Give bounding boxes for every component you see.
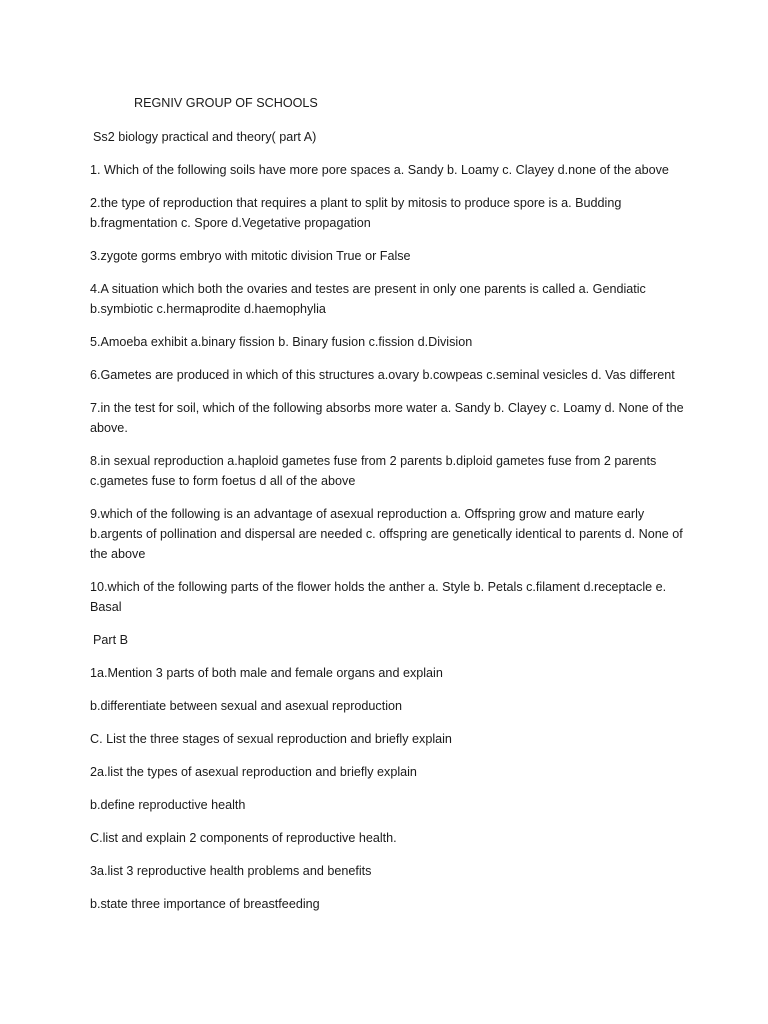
school-title: REGNIV GROUP OF SCHOOLS bbox=[134, 96, 318, 110]
exam-subtitle: Ss2 biology practical and theory( part A) bbox=[93, 130, 317, 144]
question-a4: 4.A situation which both the ovaries and testes are present in only one parents is called a. Gendiatic b.symbiotic c.hermaprodite d.haemophylia bbox=[90, 282, 646, 316]
question-a8: 8.in sexual reproduction a.haploid gametes fuse from 2 parents b.diploid gametes fuse from 2 parents c.gametes fuse to form foetus d all of the above bbox=[90, 454, 657, 488]
question-b1b: b.differentiate between sexual and asexual reproduction bbox=[90, 699, 403, 713]
document-page bbox=[90, 93, 690, 927]
question-b3b: b.state three importance of breastfeeding bbox=[90, 897, 320, 911]
question-b1a: 1a.Mention 3 parts of both male and female organs and explain bbox=[90, 666, 443, 680]
question-a9: 9.which of the following is an advantage of asexual reproduction a. Offspring grow and mature early b.argents of pollination and dispersal are needed c. offspring are genetically identical to parents d. None of the above bbox=[90, 507, 683, 561]
question-a2: 2.the type of reproduction that requires a plant to split by mitosis to produce spore is a. Budding b.fragmentation c. Spore d.Vegetative propagation bbox=[90, 196, 622, 230]
question-a7: 7.in the test for soil, which of the following absorbs more water a. Sandy b. Clayey c. Loamy d. None of the above. bbox=[90, 401, 684, 435]
question-a6: 6.Gametes are produced in which of this structures a.ovary b.cowpeas c.seminal vesicles d. Vas different bbox=[90, 368, 675, 382]
question-b2c: C.list and explain 2 components of reproductive health. bbox=[90, 831, 397, 845]
question-b2a: 2a.list the types of asexual reproduction and briefly explain bbox=[90, 765, 417, 779]
part-b-heading: Part B bbox=[93, 633, 128, 647]
question-b3a: 3a.list 3 reproductive health problems and benefits bbox=[90, 864, 372, 878]
question-a5: 5.Amoeba exhibit a.binary fission b. Binary fusion c.fission d.Division bbox=[90, 335, 473, 349]
question-a1: 1. Which of the following soils have more pore spaces a. Sandy b. Loamy c. Clayey d.none of the above bbox=[90, 163, 669, 177]
question-a3: 3.zygote gorms embryo with mitotic division True or False bbox=[90, 249, 411, 263]
question-b2b: b.define reproductive health bbox=[90, 798, 246, 812]
question-a10: 10.which of the following parts of the flower holds the anther a. Style b. Petals c.filament d.receptacle e. Basal bbox=[90, 580, 667, 614]
question-b1c: C. List the three stages of sexual reproduction and briefly explain bbox=[90, 732, 452, 746]
